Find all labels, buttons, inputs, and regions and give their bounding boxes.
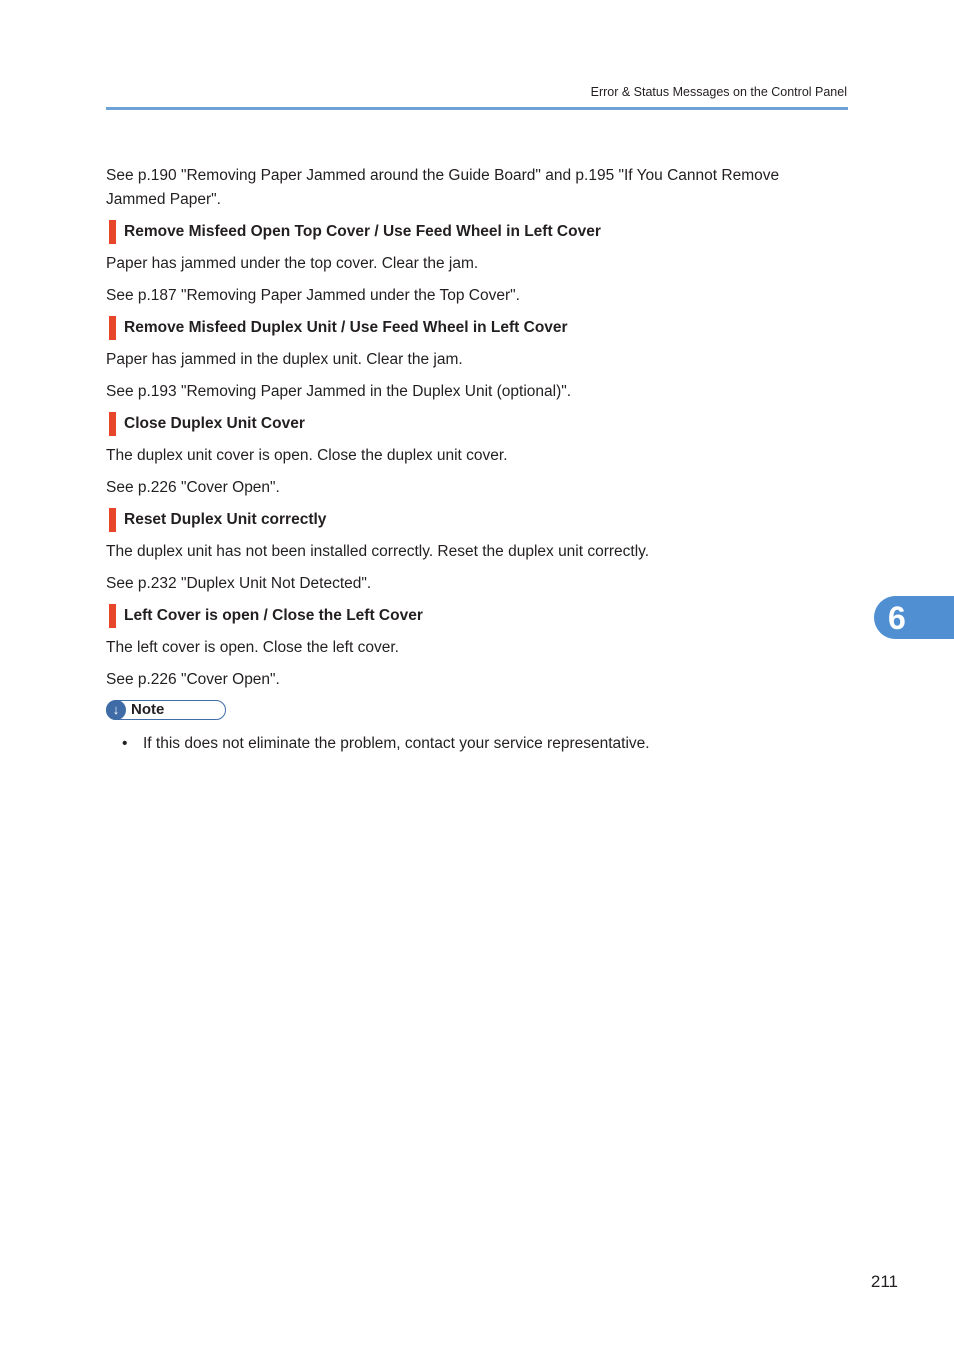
running-header-title: Error & Status Messages on the Control Panel [590,85,847,99]
section-reference: See p.226 "Cover Open". [106,671,280,688]
section-reference: See p.193 "Removing Paper Jammed in the Duplex Unit (optional)". [106,383,572,400]
page-number: 211 [870,1272,898,1291]
page-content [106,164,836,756]
heading-bar [109,508,116,532]
note-label-box [106,700,226,720]
section-heading-text: Remove Misfeed Open Top Cover / Use Feed Wheel in Left Cover [124,223,601,240]
down-arrow-icon: ↓ [106,700,126,720]
note-bullet-list [106,732,836,756]
section-reference: See p.232 "Duplex Unit Not Detected". [106,575,372,592]
section-description: The left cover is open. Close the left cover. [106,639,399,656]
intro-paragraph [106,164,836,212]
heading-bar [109,412,116,436]
section-description: The duplex unit cover is open. Close the duplex unit cover. [106,447,508,464]
bullet-icon: • [122,735,128,752]
section-reference: See p.226 "Cover Open". [106,479,280,496]
section-heading-text: Close Duplex Unit Cover [124,415,305,432]
section-heading [106,412,836,436]
section-heading-text: Remove Misfeed Duplex Unit / Use Feed Wheel in Left Cover [124,319,568,336]
heading-bar [109,604,116,628]
section-description: Paper has jammed in the duplex unit. Clear the jam. [106,351,463,368]
note-bullet-text: If this does not eliminate the problem, contact your service representative. [143,735,650,752]
section-description: Paper has jammed under the top cover. Clear the jam. [106,255,479,272]
section-heading [106,220,836,244]
section-heading-text: Left Cover is open / Close the Left Cover [124,607,423,624]
intro-line-2: Jammed Paper". [106,191,221,208]
section-description: The duplex unit has not been installed correctly. Reset the duplex unit correctly. [106,543,650,560]
heading-bar [109,316,116,340]
section-heading [106,508,836,532]
list-item [106,732,836,756]
section-heading [106,316,836,340]
note-label: Note [131,701,165,718]
header-rule [106,107,848,110]
chapter-number: 6 [888,600,906,636]
section-heading [106,604,836,628]
section-heading-text: Reset Duplex Unit correctly [124,511,327,528]
heading-bar [109,220,116,244]
chapter-tab [874,596,954,639]
section-reference: See p.187 "Removing Paper Jammed under the Top Cover". [106,287,520,304]
intro-line-1: See p.190 "Removing Paper Jammed around the Guide Board" and p.195 "If You Cannot Remove [106,167,780,184]
